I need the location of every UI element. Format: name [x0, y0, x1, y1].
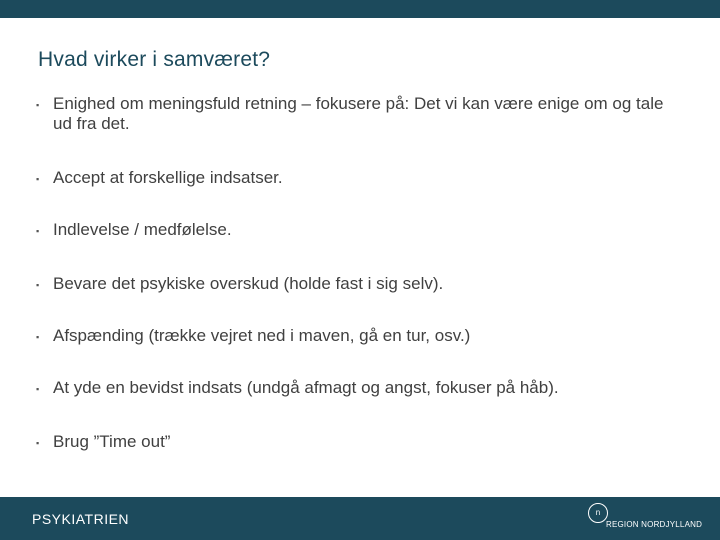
- bullet-text: Brug ”Time out”: [53, 432, 171, 451]
- bullet-icon: ▪: [36, 280, 40, 290]
- bullet-text: Accept at forskellige indsatser.: [53, 168, 283, 187]
- bullet-icon: ▪: [36, 100, 40, 110]
- bullet-text: Indlevelse / medfølelse.: [53, 220, 232, 239]
- bullet-item-1: [36, 94, 686, 134]
- bullet-item-5: [36, 326, 686, 347]
- region-emblem-icon: n: [588, 503, 608, 523]
- footer-band: [0, 497, 720, 540]
- bullet-text: Enighed om meningsfuld retning – fokusere på: Det vi kan være enige om og tale ud fra det.: [53, 94, 664, 133]
- top-band: [0, 0, 720, 18]
- psykiatrien-logo: PSYKIATRIEN: [32, 511, 130, 527]
- bullet-icon: ▪: [36, 384, 40, 394]
- bullet-item-4: [36, 274, 686, 295]
- bullet-item-2: [36, 168, 686, 189]
- bullet-icon: ▪: [36, 438, 40, 448]
- bullet-item-3: [36, 220, 686, 241]
- bullet-item-7: [36, 432, 686, 453]
- bullet-icon: ▪: [36, 174, 40, 184]
- bullet-icon: ▪: [36, 332, 40, 342]
- bullet-text: Afspænding (trække vejret ned i maven, gå en tur, osv.): [53, 326, 471, 345]
- region-label: REGION NORDJYLLAND: [606, 520, 703, 529]
- bullet-item-6: [36, 378, 686, 399]
- bullet-text: At yde en bevidst indsats (undgå afmagt og angst, fokuser på håb).: [53, 378, 559, 397]
- region-nordjylland-logo: [588, 501, 714, 535]
- bullet-text: Bevare det psykiske overskud (holde fast i sig selv).: [53, 274, 444, 293]
- bullet-icon: ▪: [36, 226, 40, 236]
- slide-title: Hvad virker i samværet?: [38, 48, 271, 71]
